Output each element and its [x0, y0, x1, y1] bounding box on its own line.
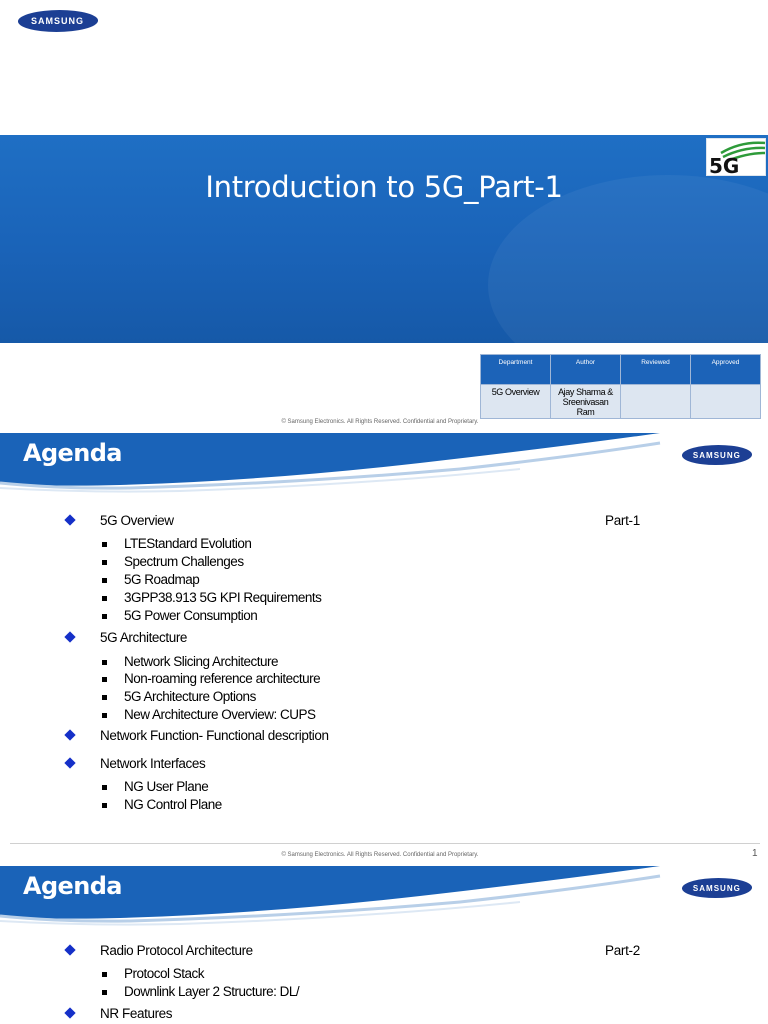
agenda-title: Agenda	[23, 439, 122, 467]
square-bullet-icon	[102, 990, 107, 995]
title-band	[0, 135, 768, 343]
agenda-item: NG Control Plane	[124, 797, 222, 812]
square-bullet-icon	[102, 560, 107, 565]
agenda-item: 3GPP38.913 5G KPI Requirements	[124, 590, 321, 605]
square-bullet-icon	[102, 677, 107, 682]
table-header: Reviewed	[621, 355, 691, 385]
square-bullet-icon	[102, 713, 107, 718]
square-bullet-icon	[102, 542, 107, 547]
agenda-item: LTEStandard Evolution	[124, 536, 251, 551]
title-slide	[0, 0, 768, 432]
agenda-item: Spectrum Challenges	[124, 554, 244, 569]
agenda-header	[0, 866, 768, 928]
diamond-bullet-icon	[64, 514, 75, 525]
slide-title: Introduction to 5G_Part-1	[205, 170, 563, 204]
5g-logo-badge	[706, 138, 766, 176]
agenda-section: Network Function- Functional description	[100, 728, 329, 743]
square-bullet-icon	[102, 803, 107, 808]
table-header: Author	[551, 355, 621, 385]
samsung-logo: SAMSUNG	[681, 445, 754, 465]
diamond-bullet-icon	[64, 757, 75, 768]
table-header: Approved	[691, 355, 761, 385]
agenda-slide	[0, 866, 768, 1024]
agenda-item: NG User Plane	[124, 779, 208, 794]
agenda-section: Radio Protocol Architecture	[100, 943, 253, 958]
agenda-item: 5G Roadmap	[124, 572, 199, 587]
square-bullet-icon	[102, 695, 107, 700]
diamond-bullet-icon	[64, 631, 75, 642]
diamond-bullet-icon	[64, 729, 75, 740]
agenda-section: 5G Overview	[100, 513, 174, 528]
footer-divider	[10, 843, 760, 844]
document-info-table	[480, 354, 761, 419]
agenda-item: New Architecture Overview: CUPS	[124, 707, 316, 722]
square-bullet-icon	[102, 578, 107, 583]
agenda-section: 5G Architecture	[100, 630, 187, 645]
page-number: 1	[752, 848, 758, 859]
agenda-item: 5G Power Consumption	[124, 608, 257, 623]
square-bullet-icon	[102, 785, 107, 790]
square-bullet-icon	[102, 596, 107, 601]
samsung-logo: SAMSUNG	[681, 878, 754, 898]
table-cell: 5G Overview	[481, 385, 551, 419]
copyright-notice: © Samsung Electronics. All Rights Reserved. Confidential and Proprietary.	[281, 419, 479, 425]
agenda-header	[0, 433, 768, 495]
agenda-item: Protocol Stack	[124, 966, 204, 981]
square-bullet-icon	[102, 660, 107, 665]
agenda-section: Network Interfaces	[100, 756, 205, 771]
part-label: Part-2	[605, 943, 640, 958]
5g-badge-text: 5G	[709, 154, 740, 177]
square-bullet-icon	[102, 972, 107, 977]
table-cell: Ajay Sharma & Sreenivasan Ram	[551, 385, 621, 419]
samsung-logo: SAMSUNG	[16, 10, 99, 32]
agenda-item: Downlink Layer 2 Structure: DL/	[124, 984, 299, 999]
part-label: Part-1	[605, 513, 640, 528]
agenda-slide	[0, 433, 768, 864]
square-bullet-icon	[102, 614, 107, 619]
table-cell	[621, 385, 691, 419]
table-cell	[691, 385, 761, 419]
diamond-bullet-icon	[64, 944, 75, 955]
diamond-bullet-icon	[64, 1007, 75, 1018]
copyright-notice: © Samsung Electronics. All Rights Reserved. Confidential and Proprietary.	[281, 852, 479, 858]
agenda-section: NR Features	[100, 1006, 172, 1021]
table-header: Department	[481, 355, 551, 385]
agenda-item: 5G Architecture Options	[124, 689, 256, 704]
agenda-item: Non-roaming reference architecture	[124, 671, 320, 686]
agenda-item: Network Slicing Architecture	[124, 654, 278, 669]
agenda-title: Agenda	[23, 872, 122, 900]
